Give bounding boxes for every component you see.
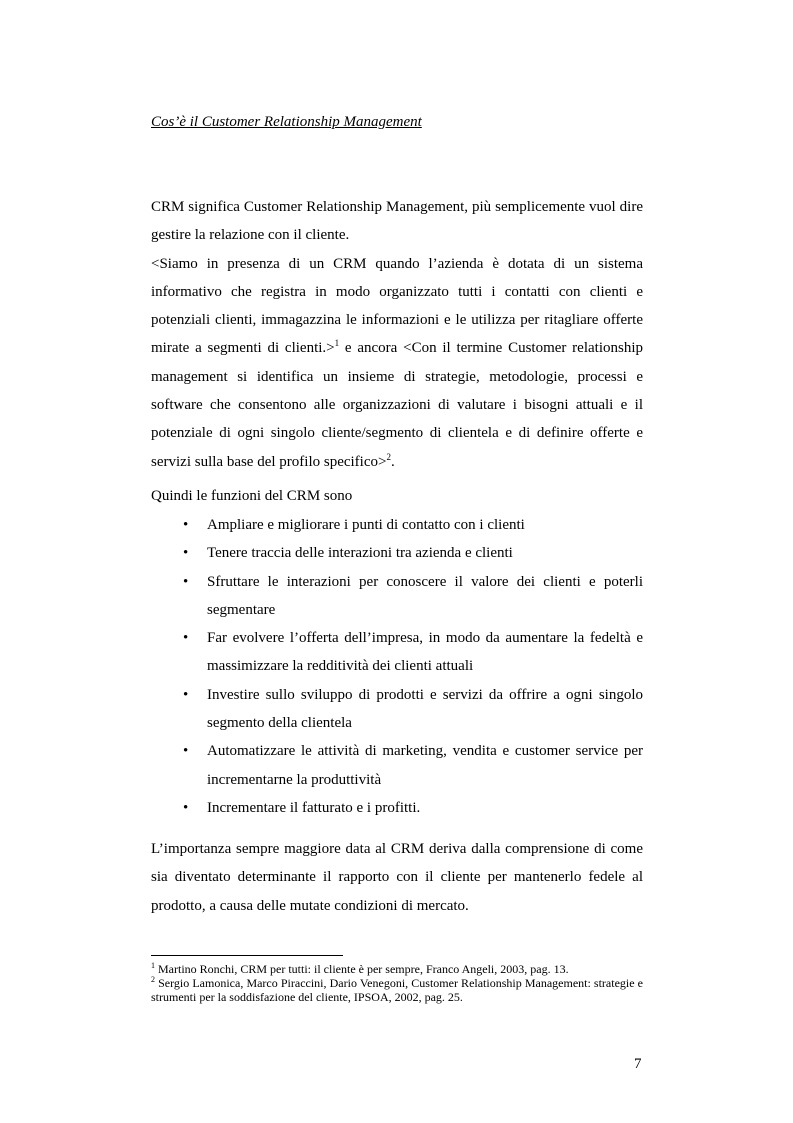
bullet-icon: •: [183, 517, 189, 533]
list-item: [151, 624, 643, 681]
list-item-text: Incrementare il fatturato e i profitti.: [207, 799, 421, 816]
footnote-number-2: 2: [151, 975, 155, 984]
footnote-1: [151, 962, 643, 976]
list-item-text: Far evolvere l’offerta dell’impresa, in modo da aumentare la fedeltà e massimizzare la redditività dei clienti attuali: [207, 630, 643, 675]
bullet-icon: •: [183, 799, 189, 816]
list-item-text: Sfruttare le interazioni per conoscere il valore dei clienti e poterli segmentare: [207, 573, 643, 618]
footnote-2: [151, 976, 643, 1004]
list-item: [151, 539, 643, 567]
closing-text: L’importanza sempre maggiore data al CRM deriva dalla comprensione di come sia diventato determinante il rapporto con il cliente per mantenerlo fedele al prodotto, a causa delle mutate condizioni di mercato.: [151, 841, 643, 914]
page-number: 7: [634, 1056, 642, 1072]
list-item-text: Tenere traccia delle interazioni tra azienda e clienti: [207, 545, 513, 562]
bullet-icon: •: [183, 545, 189, 562]
definition-text: [151, 193, 643, 476]
list-item-text: Ampliare e migliorare i punti di contatto con i clienti: [207, 517, 525, 533]
footnote-text-2: Sergio Lamonica, Marco Piraccini, Dario Venegoni, Customer Relationship Management: strategie e strumenti per la soddisfazione del cliente, IPSOA, 2002, pag. 25.: [151, 976, 644, 1004]
functions-intro: [151, 482, 643, 510]
list-item-text: Automatizzare le attività di marketing, vendita e customer service per incrementarne la produttività: [207, 743, 643, 788]
list-item: [151, 568, 643, 625]
functions-intro-text: Quindi le funzioni del CRM sono: [151, 488, 353, 504]
bullet-icon: •: [183, 743, 189, 760]
list-item: [151, 511, 643, 539]
connector-text: e ancora: [339, 340, 404, 357]
list-item: [151, 681, 643, 738]
definition-sentence: CRM significa Customer Relationship Management, più semplicemente vuol dire gestire la relazione con il cliente.: [151, 199, 643, 244]
sentence-end: .: [390, 453, 395, 470]
list-item: [151, 737, 643, 794]
quote-one: <Siamo in presenza di un CRM quando l’azienda è dotata di un sistema informativo che registra in modo organizzato tutti i contatti con clienti e potenziali clienti, immagazzina le informazioni e le utilizza per ritagliare offerte mirate a segmenti di clienti.>: [151, 255, 643, 357]
section-heading: Cos’è il Customer Relationship Management: [151, 114, 422, 130]
bullet-icon: •: [183, 630, 189, 647]
intro-paragraph: [151, 193, 643, 476]
closing-paragraph: [151, 835, 643, 920]
functions-list: [151, 511, 643, 822]
footnote-number-1: 1: [151, 961, 155, 970]
footnote-text-1: Martino Ronchi, CRM per tutti: il cliente è per sempre, Franco Angeli, 2003, pag. 13.: [158, 962, 569, 976]
quote-two: <Con il termine Customer relationship management si identifica un insieme di strategie, metodologie, processi e software che consentono alle organizzazioni di valutare i bisogni attuali e il potenziale di ogni singolo cliente/segmento di clientela e di definire offerte e servizi sulla base del profilo specifico>: [151, 340, 643, 470]
bullet-icon: •: [183, 573, 189, 590]
list-item: [151, 794, 643, 822]
list-item-text: Investire sullo sviluppo di prodotti e servizi da offrire a ogni singolo segmento della clientela: [207, 686, 643, 732]
footnote-ref-2[interactable]: 2: [386, 451, 391, 462]
footnote-divider: [151, 955, 343, 956]
bullet-icon: •: [183, 686, 189, 703]
footnotes: [151, 962, 643, 1004]
footnote-ref-1[interactable]: 1: [334, 338, 340, 349]
